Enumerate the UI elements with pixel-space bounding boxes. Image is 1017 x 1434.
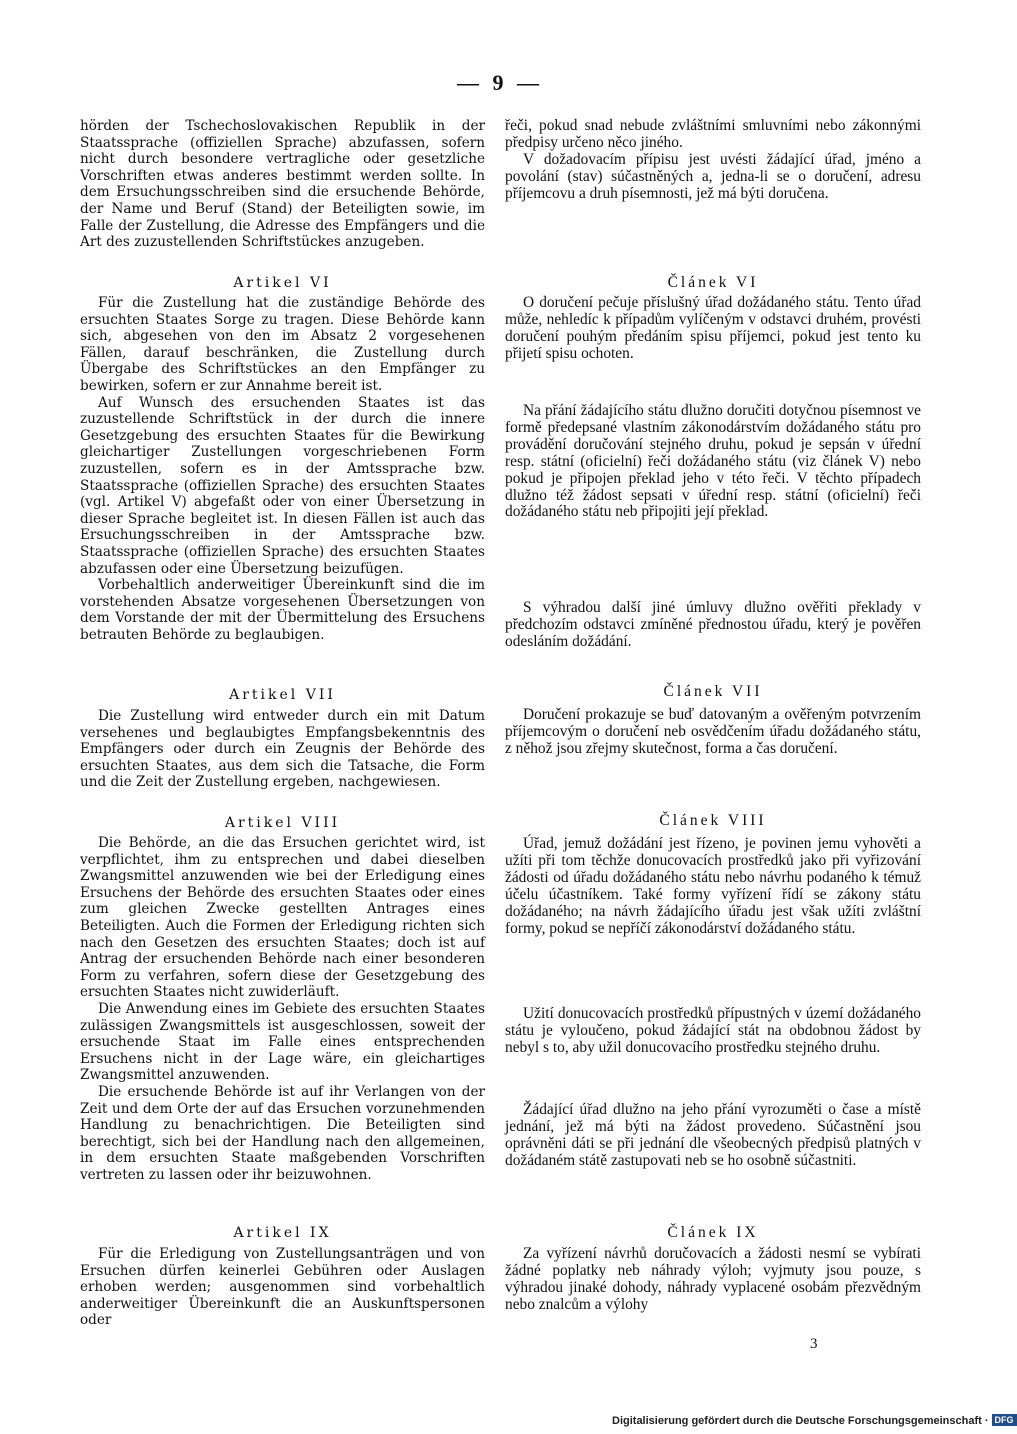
paragraph: O doručení pečuje příslušný úřad dožádaného státu. Tento úřad může, nehledíc k případům vylíčeným v odstavci druhém, provésti doručení pouhým předáním spisu příjemci, pokud jest tento ku přijetí spisu ochoten. bbox=[505, 294, 921, 362]
article-heading: Artikel VII bbox=[229, 687, 336, 703]
article-heading: Článek IX bbox=[667, 1224, 759, 1241]
paragraph: Auf Wunsch des ersuchenden Staates ist das zuzustellende Schriftstück in der durch die innere Gesetzgebung des ersuchten Staates für die Bewirkung gleichartiger Zustellungen vorgeschriebenen Form zuzustellen, sofern es in der Amtssprache bzw. Staatssprache (offiziellen Sprache) des ersuchten Staates (vgl. Artikel V) abgefaßt oder von einer Übersetzung in dieser Sprache begleitet ist. In diesen Fällen ist auch das Ersuchungsschreiben in der Amtssprache bzw. Staatssprache (offiziellen Sprache) des ersuchten Staates abzufassen oder eine Übersetzung beizufügen. bbox=[80, 394, 485, 577]
czech-column bbox=[505, 117, 921, 1313]
paragraph: V dožadovacím přípisu jest uvésti žádající úřad, jméno a povolání (stav) súčastněných a, jedna-li se o doručení, adresu příjemcovu a druh písemnosti, jež má býti doručena. bbox=[505, 150, 921, 202]
german-column bbox=[80, 118, 485, 1329]
paragraph: Užití donucovacích prostředků přípustných v území dožádaného státu je vyloučeno, pokud žádající stát na obdobnou žádost by nebyl s to, aby užil donucovacího prostředku stejného druhu. bbox=[505, 1005, 921, 1056]
paragraph: Žádající úřad dlužno na jeho přání vyrozuměti o čase a místě jednání, jež má býti na žádost provedeno. Súčastnění jsou oprávněni dáti se při jednání dle všeobecných předpisů platných v dožádaném státě zastupovati neb se ho osobně súčastniti. bbox=[505, 1101, 921, 1169]
paragraph: Na přání žádajícího státu dlužno doručiti dotyčnou písemnost ve formě předepsané vlastním zákonodárstvím dožádaného státu pro provádění doručování stejného druhu, pokud je sepsán v úřední resp. státní (oficielní) řeči dožádaného státu (viz článek V) nebo pokud je připojen překlad jeho v této řeči. V těchto případech dlužno též žádost sepsati v úřední resp. státní (oficielní) řeči dožádaného státu neb připojiti její překlad. bbox=[505, 402, 921, 521]
article-heading: Článek VII bbox=[663, 683, 763, 700]
paragraph: hörden der Tschechoslovakischen Republik in der Staatssprache (offiziellen Sprache) abzufassen, sofern nicht durch besondere vertragliche oder gesetzliche Vorschriften etwas anderes bestimmt werden sollte. In dem Ersuchungsschreiben sind die ersuchende Behörde, der Name und Beruf (Stand) der Beteiligten sowie, im Falle der Zustellung, die Adresse des Empfängers und die Art des zuzustellenden Schriftstückes anzugeben. bbox=[80, 118, 485, 251]
paragraph: Die ersuchende Behörde ist auf ihr Verlangen von der Zeit und dem Orte der auf das Ersuchen vorzunehmenden Handlung zu benachrichtigen. Die Beteiligten sind berechtigt, sich bei der Handlung nach den allgemeinen, in dem ersuchten Staate maßgebenden Vorschriften vertreten zu lassen oder ihr beizuwohnen. bbox=[80, 1083, 485, 1183]
paragraph: Za vyřízení návrhů doručovacích a žádosti nesmí se vybírati žádné poplatky neb náhrady výloh; vyjmuty jsou pouze, s výhradou jinaké dohody, náhrady vyplacené osobám přezvědným nebo znalcům a výlohy bbox=[505, 1245, 921, 1313]
paragraph: řeči, pokud snad nebude zvláštními smluvními nebo zákonnými předpisy určeno něco jiného. bbox=[505, 117, 921, 151]
article-heading: Artikel IX bbox=[233, 1225, 332, 1241]
paragraph: Die Anwendung eines im Gebiete des ersuchten Staates zulässigen Zwangsmittels ist ausgeschlossen, soweit der ersuchende Staat im Falle eines entsprechenden Ersuchens nicht in der Lage wäre, ein gleichartiges Zwangsmittel anzuwenden. bbox=[80, 1000, 485, 1084]
paragraph: Für die Erledigung von Zustellungsanträgen und von Ersuchen dürfen keinerlei Gebühren oder Auslagen erhoben werden; ausgenommen sind vorbehaltlich anderweitiger Übereinkunft die an Auskunftspersonen oder bbox=[80, 1246, 485, 1329]
dfg-logo-icon: DFG bbox=[992, 1414, 1017, 1426]
article-heading: Artikel VIII bbox=[224, 815, 341, 831]
paragraph: Die Behörde, an die das Ersuchen gerichtet wird, ist verpflichtet, ihm zu entsprechen und dabei dieselben Zwangsmittel anzuwenden wie bei der Erledigung eines Ersuchens der Behörde des ersuchten Staates oder eines zum gleichen Zwecke gestellten Antrages eines Beteiligten. Auch die Formen der Erledigung richten sich nach den Gesetzen des ersuchten Staates; doch ist auf Antrag der ersuchenden Behörde nach einer besonderen Form zu verfahren, sofern diese der Gesetzgebung des ersuchten Staates nicht zuwiderläuft. bbox=[80, 835, 485, 1001]
page-number: — 9 — bbox=[457, 70, 543, 95]
paragraph: Für die Zustellung hat die zuständige Behörde des ersuchten Staates Sorge zu tragen. Diese Behörde kann sich, abgesehen von den im Absatz 2 vorgesehenen Fällen, darauf beschränken, die Zustellung durch Übergabe des Schriftstückes an den Empfänger zu bewirken, sofern er zur Annahme bereit ist. bbox=[80, 295, 485, 394]
digitization-footer bbox=[612, 1414, 1017, 1427]
article-heading: Artikel VI bbox=[233, 275, 332, 291]
sheet-number: 3 bbox=[810, 1336, 818, 1352]
paragraph: Vorbehaltlich anderweitiger Übereinkunft sind die im vorstehenden Absatze vorgesehenen Übersetzungen von dem Vorstande der mit der Übermittelung des Ersuchens betrauten Behörde zu beglaubigen. bbox=[80, 577, 485, 643]
paragraph: Úřad, jemuž dožádání jest řízeno, je povinen jemu vyhověti a užíti při tom těchže donucovacích prostředků jako při vyřizování žádosti od úřadu dožádaného státu nebo návrhu podaného k témuž účelu účastníkem. Také formy vyřízení řídí se zákony státu dožádaného; na návrh žádajícího úřadu jest však užíti zvláštní formy, pokud se nepříčí zákonodárství dožádaného státu. bbox=[505, 835, 921, 937]
footer-text: Digitalisierung gefördert durch die Deutsche Forschungsgemeinschaft · bbox=[612, 1415, 989, 1427]
article-heading: Článek VI bbox=[667, 274, 759, 291]
paragraph: S výhradou další jiné úmluvy dlužno ověřiti překlady v předchozím odstavci zmíněné přednostou úřadu, který je pověřen odesláním dožádání. bbox=[505, 599, 921, 650]
article-heading: Článek VIII bbox=[659, 812, 767, 829]
paragraph: Doručení prokazuje se buď datovaným a ověřeným potvrzením příjemcovým o doručení neb osvědčením úřadu dožádaného státu, z něhož jsou zřejmy skutečnost, forma a čas doručení. bbox=[505, 706, 921, 757]
paragraph: Die Zustellung wird entweder durch ein mit Datum versehenes und beglaubigtes Empfangsbekenntnis des Empfängers oder durch ein Zeugnis der Behörde des ersuchten Staates, aus dem sich die Tatsache, die Form und die Zeit der Zustellung ergeben, nachgewiesen. bbox=[80, 708, 485, 791]
